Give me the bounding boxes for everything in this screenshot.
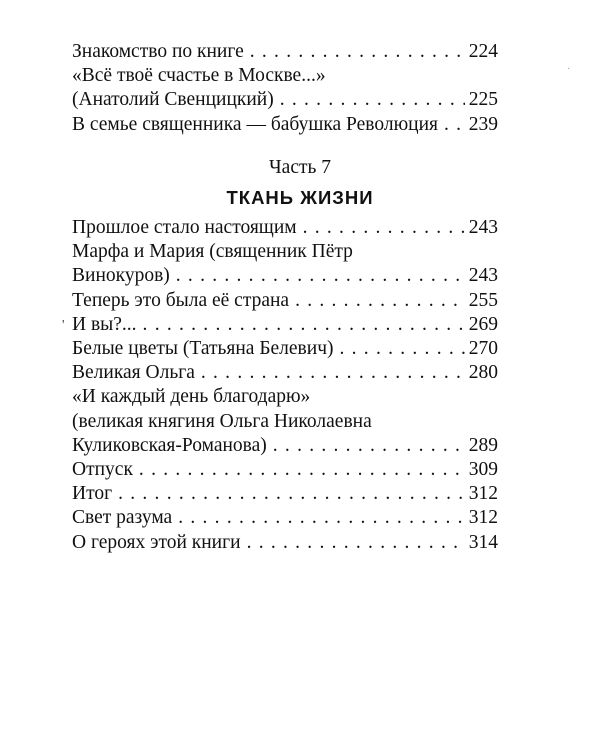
part-label: Часть 7	[268, 157, 332, 178]
dot-leader	[178, 506, 465, 530]
dot-leader	[280, 88, 465, 112]
toc-page-number: 224	[468, 41, 498, 62]
toc-entry-title: Теперь это была её страна	[72, 289, 290, 311]
toc-entry-title: Отпуск	[72, 459, 133, 481]
toc-entry[interactable]	[72, 313, 498, 337]
toc-entry[interactable]	[72, 361, 498, 385]
toc-entry[interactable]	[72, 64, 498, 112]
toc-entry-title: Винокуров)	[72, 265, 170, 287]
toc-entry-title: Свет разума	[72, 507, 173, 529]
toc-page-number: 312	[468, 483, 498, 505]
toc-entry-last-line	[72, 361, 498, 385]
part-title: ТКАНЬ ЖИЗНИ	[226, 187, 374, 208]
toc-entry-title: В семье священника — бабушка Революция	[72, 113, 439, 135]
toc-entry[interactable]	[72, 240, 498, 288]
dot-leader	[118, 482, 465, 506]
toc-entry[interactable]	[72, 337, 498, 361]
toc-entry-last-line	[72, 506, 498, 530]
toc-page-number: 269	[468, 313, 498, 335]
toc-entry-title: Марфа и Мария (священник Пётр	[72, 241, 353, 263]
toc-page-number: 270	[468, 338, 498, 360]
dot-leader	[176, 264, 465, 288]
toc-entry-last-line	[72, 216, 498, 240]
toc-entry-last-line	[72, 40, 498, 64]
toc-entry-last-line	[72, 337, 498, 361]
toc-entry-line	[72, 64, 498, 88]
dot-leader	[295, 289, 465, 313]
toc-page-number: 225	[468, 89, 498, 111]
toc-page-number: 280	[468, 362, 498, 384]
toc-entry-last-line	[72, 313, 498, 337]
toc-entry-last-line	[72, 458, 498, 482]
toc-entry-last-line	[72, 264, 498, 288]
toc-entry-last-line	[72, 88, 498, 112]
toc-entry-last-line	[72, 434, 498, 458]
dot-leader	[340, 337, 465, 361]
toc-entry-title: И вы?...	[72, 313, 137, 335]
toc-entry[interactable]	[72, 113, 498, 137]
toc-entry-title: Знакомство по книге	[72, 41, 244, 62]
toc-entry-title: (великая княгиня Ольга Николаевна	[72, 410, 372, 432]
toc-page-number: 239	[468, 113, 498, 135]
toc-entry-line	[72, 240, 498, 264]
toc-entry[interactable]	[72, 289, 498, 313]
toc-page-number: 309	[468, 459, 498, 481]
toc-entry-line	[72, 385, 498, 409]
toc-entry[interactable]	[72, 216, 498, 240]
toc-entry-title: «Всё твоё счастье в Москве...»	[72, 65, 326, 87]
toc-page-number: 312	[468, 507, 498, 529]
dot-leader	[273, 434, 465, 458]
toc-entry-title: О героях этой книги	[72, 531, 241, 553]
toc-entry-title: Итог	[72, 483, 113, 505]
toc-entry-last-line	[72, 482, 498, 506]
toc-section-top	[72, 40, 498, 137]
toc-entry-last-line	[72, 289, 498, 313]
toc-entry-title: (Анатолий Свенцицкий)	[72, 89, 274, 111]
toc-entry[interactable]	[72, 531, 498, 555]
dot-leader	[139, 458, 465, 482]
toc-entry[interactable]	[72, 40, 498, 64]
print-speck: ·	[567, 64, 571, 75]
toc-entry-title: Куликовская-Романова)	[72, 434, 267, 456]
toc-entry-last-line	[72, 113, 498, 137]
toc-entry[interactable]	[72, 506, 498, 530]
print-mark: '	[62, 318, 65, 333]
dot-leader	[201, 361, 465, 385]
dot-leader	[444, 113, 465, 137]
toc-page-number: 314	[468, 531, 498, 553]
toc-entry-line	[72, 410, 498, 434]
toc-entry-title: «И каждый день благодарю»	[72, 386, 311, 408]
dot-leader	[143, 313, 465, 337]
dot-leader	[250, 40, 465, 64]
toc-entry-title: Прошлое стало настоящим	[72, 217, 297, 238]
dot-leader	[303, 216, 465, 240]
toc-page-number: 289	[468, 434, 498, 456]
toc-entry[interactable]	[72, 385, 498, 458]
toc-page-number: 243	[468, 265, 498, 287]
toc-entry-last-line	[72, 531, 498, 555]
toc-entry-title: Белые цветы (Татьяна Белевич)	[72, 338, 334, 360]
toc-entry[interactable]	[72, 458, 498, 482]
toc-section-bottom	[72, 216, 498, 555]
toc-entry-title: Великая Ольга	[72, 362, 195, 384]
toc-page-number: 243	[468, 217, 498, 238]
toc-page-number: 255	[468, 289, 498, 311]
toc-entry[interactable]	[72, 482, 498, 506]
dot-leader	[247, 531, 465, 555]
